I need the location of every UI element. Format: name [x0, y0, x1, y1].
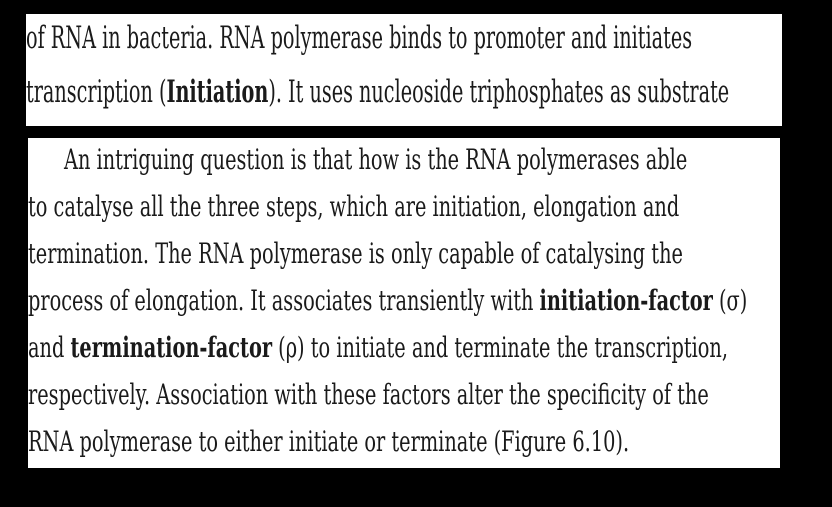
text-line: [28, 285, 747, 317]
line-text: and: [28, 331, 71, 364]
passage-main-excerpt: [28, 138, 780, 468]
text-line: [28, 191, 679, 223]
passage-top-excerpt: [26, 14, 782, 126]
line-text: of RNA in bacteria. RNA polymerase binds to promoter and initiates: [26, 20, 693, 56]
line-text: transcription (: [26, 74, 167, 110]
line-text: termination. The RNA polymerase is only capable of catalysing the: [28, 237, 683, 270]
line-text: RNA polymerase to either initiate or terminate (Figure 6.10).: [28, 425, 630, 458]
term-initiation: Initiation: [166, 74, 269, 110]
text-line: [28, 238, 683, 270]
line-text: to catalyse all the three steps, which are initiation, elongation and: [28, 190, 680, 223]
line-text: (σ): [712, 284, 748, 317]
text-line: [28, 379, 709, 411]
term-termination-factor: termination-factor: [70, 331, 273, 364]
line-text: respectively. Association with these factors alter the specificity of the: [28, 378, 709, 411]
line-text: An intriguing question is that how is the RNA polymerases able: [64, 143, 688, 176]
text-line: [64, 144, 687, 176]
text-line: [28, 332, 728, 364]
term-initiation-factor: initiation-factor: [539, 284, 713, 317]
line-text: process of elongation. It associates transiently with: [28, 284, 540, 317]
text-line: [26, 74, 729, 110]
line-text: (ρ) to initiate and terminate the transcription,: [272, 331, 729, 364]
line-text: ). It uses nucleoside triphosphates as substrate: [268, 74, 730, 110]
text-line: [28, 426, 629, 458]
text-line: [26, 20, 692, 56]
